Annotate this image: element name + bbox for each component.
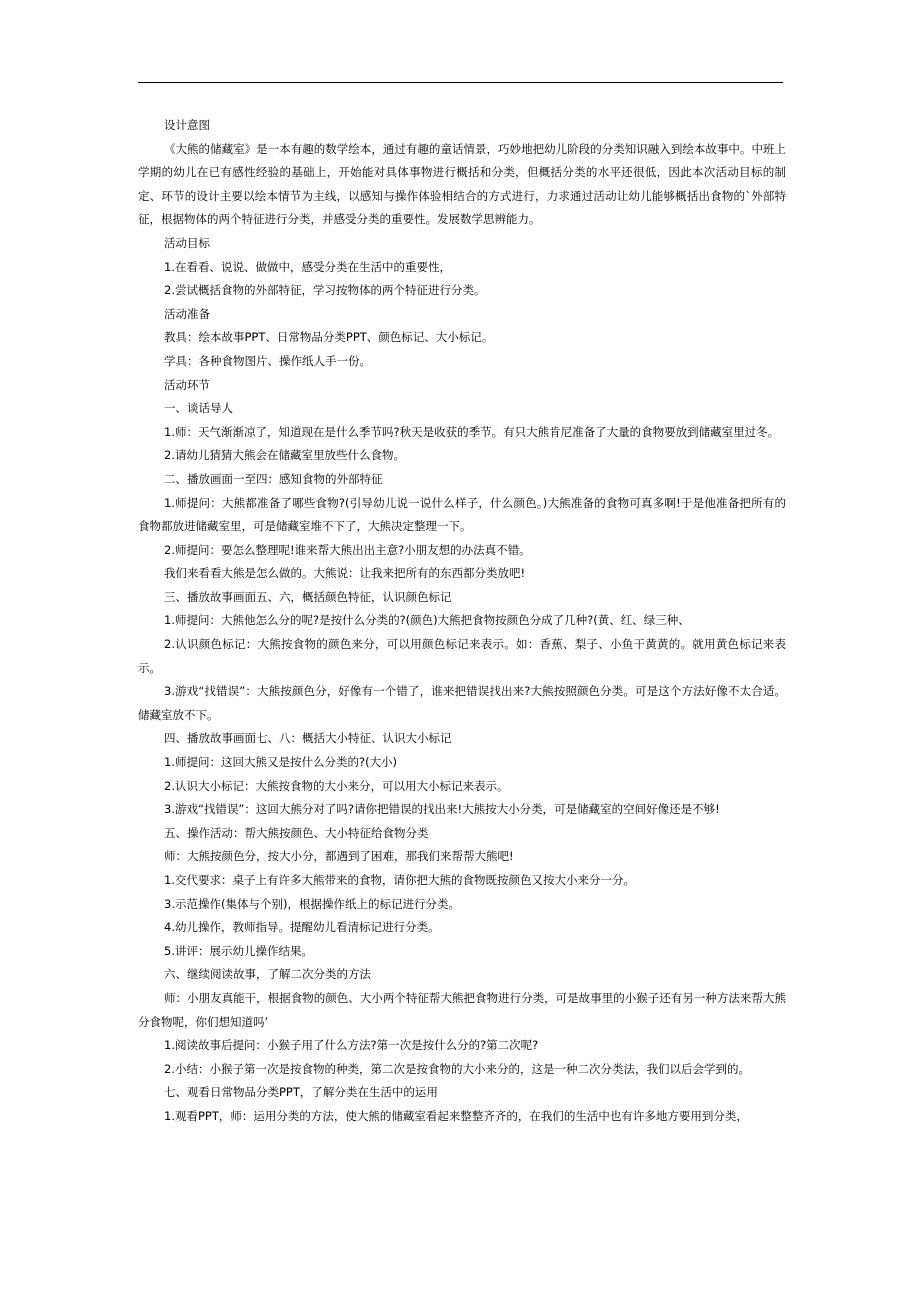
header-rule <box>138 82 783 83</box>
section-heading: 五、操作活动：帮大熊按颜色、大小特征给食物分类 <box>164 825 429 840</box>
paragraph: 5.讲评：展示幼儿操作结果。 <box>164 943 313 958</box>
heading-preparation: 活动准备 <box>164 306 210 321</box>
paragraph: 3.游戏“找错误”：大熊按颜色分，好像有一个错了，谁来把错误找出来?大熊按照颜色分类。可是这个方法好像不太合适。储藏室放不下。 <box>138 684 786 722</box>
paragraph: 3.游戏“找错误”：这回大熊分对了吗?请你把错误的找出来!大熊按大小分类，可是储藏室的空间好像还是不够! <box>164 802 720 817</box>
paragraph: 1.师提问：大熊他怎么分的呢?是按什么分类的?(颜色)大熊把食物按颜色分成了几种?(黄、红、绿三种、 <box>164 613 690 628</box>
paragraph: 1.师：天气渐渐凉了，知道现在是什么季节吗?秋天是收获的季节。有只大熊肯尼准备了大量的食物要放到储藏室里过冬。 <box>164 424 780 439</box>
goal-item: 2.尝试概括食物的外部特征，学习按物体的两个特征进行分类。 <box>164 283 486 298</box>
goal-item: 1.在看看、说说、做做中，感受分类在生活中的重要性， <box>164 259 451 274</box>
section-heading: 二、播放画面一至四：感知食物的外部特征 <box>164 471 383 486</box>
paragraph: 2.认识颜色标记：大熊按食物的颜色来分，可以用颜色标记来表示。如：香蕉、梨子、小鱼干黄黄的。就用黄色标记来表示。 <box>138 637 786 675</box>
paragraph: 师：大熊按颜色分，按大小分，都遇到了困难，那我们来帮帮大熊吧! <box>164 849 514 864</box>
paragraph: 1.师提问：大熊都准备了哪些食物?(引导幼儿说一说什么样子，什么颜色。)大熊准备的食物可真多啊!于是他准备把所有的食物都放进储藏室里，可是储藏室堆不下了，大熊决定整理一下。 <box>138 495 786 534</box>
heading-goals: 活动目标 <box>164 235 210 250</box>
paragraph: 1.交代要求：桌子上有许多大熊带来的食物，请你把大熊的食物既按颜色又按大小来分一分。 <box>164 873 635 887</box>
paragraph: 2.认识大小标记：大熊按食物的大小来分，可以用大小标记来表示。 <box>164 778 509 793</box>
document-body <box>138 114 786 1129</box>
preparation-item: 学具：各种食物图片、操作纸人手一份。 <box>164 353 371 368</box>
paragraph: 师：小朋友真能干，根据食物的颜色、大小两个特征帮大熊把食物进行分类，可是故事里的小猴子还有另一种方法来帮大熊分食物呢，你们想知道吗’ <box>138 990 786 1029</box>
paragraph: 2.师提问：要怎么整理呢!谁来帮大熊出出主意?小朋友想的办法真不错。 <box>164 542 531 557</box>
paragraph: 3.示范操作(集体与个别)，根据操作纸上的标记进行分类。 <box>164 896 460 911</box>
paragraph: 1.师提问：这回大熊又是按什么分类的?(大小) <box>164 755 398 770</box>
paragraph: 1.阅读故事后提问：小猴子用了什么方法?第一次是按什么分的?第二次呢? <box>164 1038 539 1053</box>
section-heading: 七、观看日常物品分类PPT，了解分类在生活中的运用 <box>164 1085 438 1100</box>
section-heading: 四、播放故事画面七、八：概括大小特征、认识大小标记 <box>164 731 452 746</box>
section-heading: 六、继续阅读故事，了解二次分类的方法 <box>164 967 371 982</box>
heading-procedure: 活动环节 <box>164 377 210 392</box>
paragraph: 1.观看PPT，师：运用分类的方法，使大熊的储藏室看起来整整齐齐的，在我们的生活中也有许多地方要用到分类， <box>164 1108 748 1123</box>
paragraph: 我们来看看大熊是怎么做的。大熊说：让我来把所有的东西都分类放吧! <box>164 566 526 581</box>
paragraph: 4.幼儿操作，教师指导。提醒幼儿看清标记进行分类。 <box>164 920 440 935</box>
paragraph: 2.小结：小猴子第一次是按食物的种类，第二次是按食物的大小来分的，这是一种二次分类法，我们以后会学到的。 <box>164 1061 750 1076</box>
paragraph: 2.请幼儿猜猜大熊会在储藏室里放些什么食物。 <box>164 448 405 463</box>
section-heading: 三、播放故事画面五、六，概括颜色特征，认识颜色标记 <box>164 589 452 604</box>
heading-design-intent: 设计意图 <box>164 118 210 132</box>
preparation-item: 教具：绘本故事PPT、日常物品分类PPT、颜色标记、大小标记。 <box>164 330 494 345</box>
paragraph-design-intent: 《大熊的储藏室》是一本有趣的数学绘本，通过有趣的童话情景，巧妙地把幼儿阶段的分类知识融入到绘本故事中。中班上学期的幼儿在已有感性经验的基础上，开始能对具体事物进行概括和分类，但概括分类的水平还很低，因此本次活动目标的制定、环节的设计主要以绘本情节为主线，以感知与操作体验相结合的方式进行，力求通过活动让幼儿能够概括出食物的`外部特征，根据物体的两个特征进行分类，并感受分类的重要性。发展数学思辨能力。 <box>138 141 786 227</box>
section-heading: 一、谈话导人 <box>164 401 233 416</box>
